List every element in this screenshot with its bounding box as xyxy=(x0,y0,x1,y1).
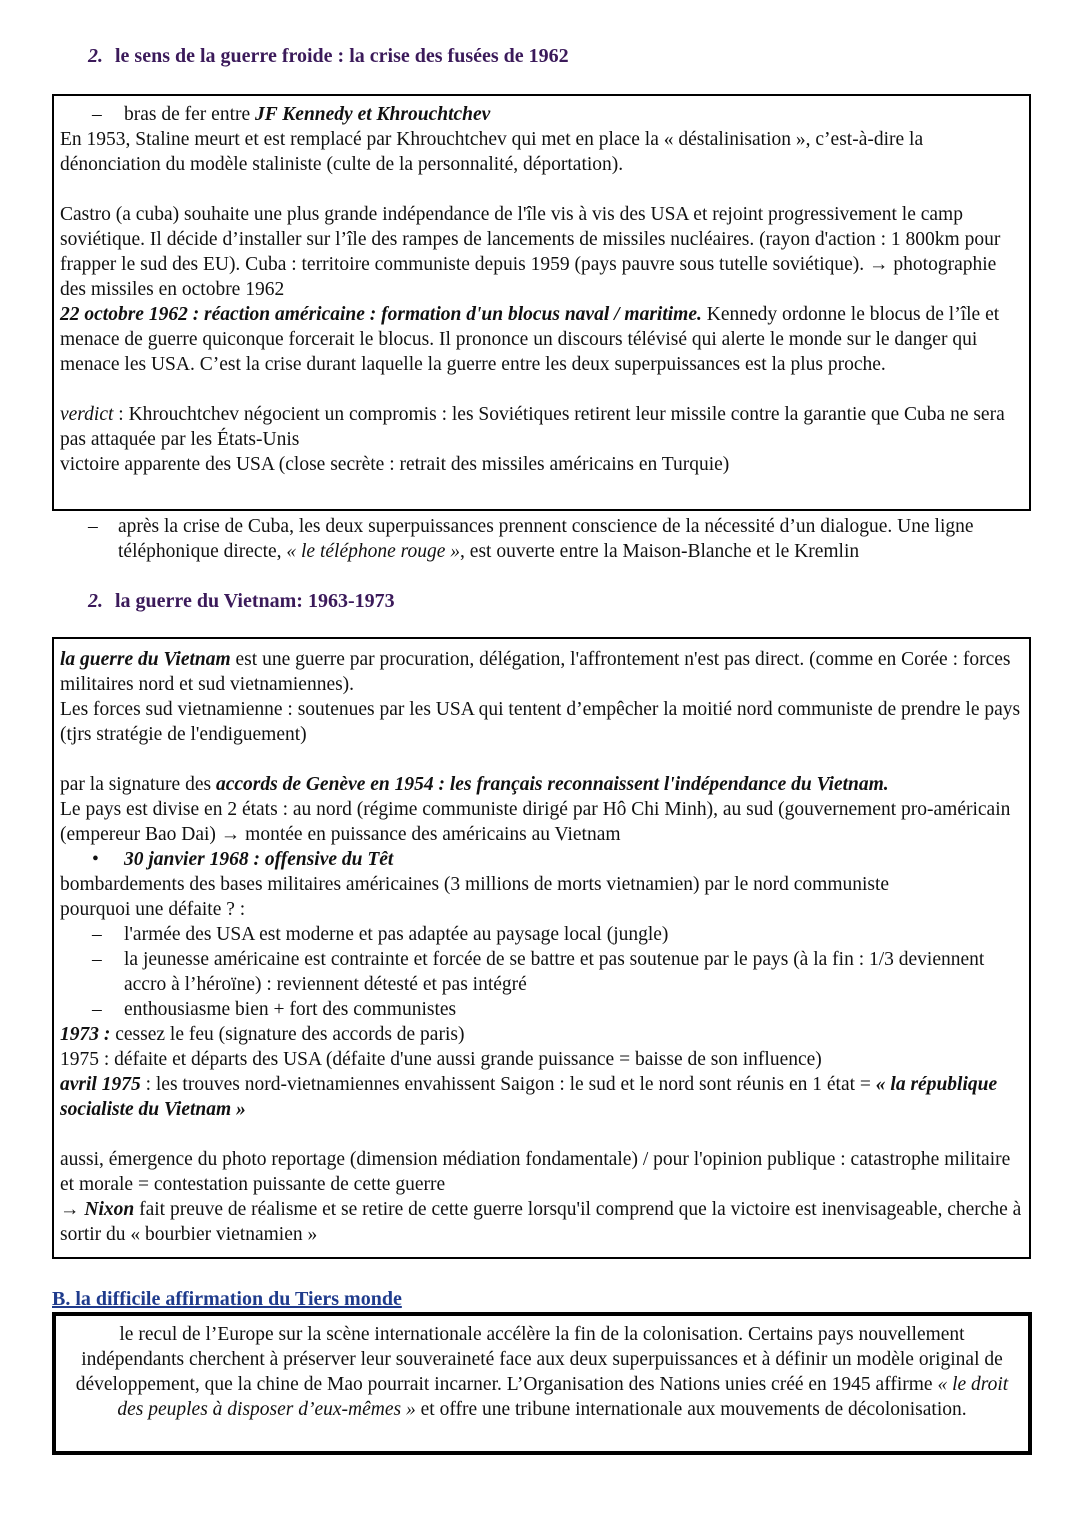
paragraph: 1975 : défaite et départs des USA (défaite d'une aussi grande puissance = baisse de son influence) xyxy=(60,1049,822,1070)
paragraph: bombardements des bases militaires américaines (3 millions de morts vietnamien) par le nord communiste xyxy=(60,874,890,895)
list-item: – enthousiasme bien + fort des communistes xyxy=(92,999,457,1020)
text: : les trouves nord-vietnamiennes envahissent Saigon : le sud et le nord sont réunis en 1 état = xyxy=(140,1074,876,1095)
paragraph xyxy=(60,302,1025,377)
section-heading-third-world: B. la difficile affirmation du Tiers monde xyxy=(52,1288,402,1310)
paragraph: aussi, émergence du photo reportage (dimension médiation fondamentale) / pour l'opinion publique : catastrophe militaire et morale = contestation puissante de cette guerre xyxy=(60,1149,1011,1195)
list-item: – après la crise de Cuba, les deux superpuissances prennent conscience de la nécessité d’un dialogue. Une ligne téléphonique directe, « le téléphone rouge », est ouverte entre la Maison-Blanche et le Kremlin xyxy=(88,516,974,562)
section-heading-vietnam xyxy=(88,589,395,614)
third-world-box xyxy=(52,1312,1032,1455)
emphasis: 22 octobre 1962 : réaction américaine : formation d'un blocus naval / maritime. xyxy=(60,304,702,325)
text: enthousiasme bien + fort des communistes xyxy=(124,999,457,1020)
text: la jeunesse américaine est contrainte et forcée de se battre et pas soutenue par le pays (à la fin : 1/3 deviennent accro à l’héroïne) : reviennent détesté et pas intégré xyxy=(124,949,985,995)
section-number: 2. xyxy=(88,45,103,67)
list-item: – l'armée des USA est moderne et pas adaptée au paysage local (jungle) xyxy=(92,924,669,945)
paragraph xyxy=(60,647,1025,697)
text: par la signature des xyxy=(60,774,216,795)
emphasis: accords de Genève en 1954 : les français reconnaissent l'indépendance du Vietnam. xyxy=(215,774,889,795)
paragraph xyxy=(60,402,1025,452)
emphasis: « la république socialiste du Vietnam » xyxy=(60,1074,998,1120)
paragraph: Castro (a cuba) souhaite une plus grande indépendance de l'île vis à vis des USA et rejoint progressivement le camp soviétique. Il décide d’installer sur l’île des rampes de lancements de missiles nucléaires. (rayon d'action : 1 800km pour frapper le sud des EU). Cuba : territoire communiste depuis 1959 (pays pauvre sous tutelle soviétique). → photographie des missiles en octobre 1962 xyxy=(60,204,1001,300)
paragraph xyxy=(60,1197,1025,1247)
text: cessez le feu (signature des accords de paris) xyxy=(110,1024,465,1045)
section-number: 2. xyxy=(88,590,103,612)
text: bras de fer entre xyxy=(124,104,256,125)
paragraph: Le pays est divise en 2 états : au nord (régime communiste dirigé par Hô Chi Minh), au sud (gouvernement pro-américain (empereur Bao Dai) → montée en puissance des américains au Vietnam xyxy=(60,799,1011,845)
text: Kennedy ordonne le blocus de l’île et menace de guerre quiconque forcerait le blocus. Il prononce un discours télévisé qui alerte le monde sur le danger qui menace les USA. C’est la crise durant laquelle la guerre entre les deux superpuissances est la plus proche. xyxy=(60,304,1000,375)
text: l'armée des USA est moderne et pas adaptée au paysage local (jungle) xyxy=(124,924,669,945)
text: : Khrouchtchev négocient un compromis : les Soviétiques retirent leur missile contre la garantie que Cuba ne sera pas attaquée par les États-Unis xyxy=(60,404,1005,450)
text: et offre une tribune internationale aux mouvements de décolonisation. xyxy=(415,1399,967,1420)
emphasis: Nixon xyxy=(84,1199,135,1220)
emphasis: 1973 : xyxy=(60,1024,111,1045)
paragraph xyxy=(60,1022,1025,1047)
emphasis: 30 janvier 1968 : offensive du Têt xyxy=(124,849,394,870)
section-heading-cuban-crisis xyxy=(88,44,569,69)
emphasis: la guerre du Vietnam xyxy=(60,649,231,670)
text: après la crise de Cuba, les deux superpuissances prennent conscience de la nécessité d’un dialogue. Une ligne téléphonique directe, xyxy=(118,516,974,562)
list-item: – la jeunesse américaine est contrainte et forcée de se battre et pas soutenue par le pays (à la fin : 1/3 deviennent accro à l’héroïne) : reviennent détesté et pas intégré xyxy=(92,949,985,995)
cuban-crisis-box xyxy=(52,94,1031,511)
emphasis: avril 1975 xyxy=(60,1074,141,1095)
text: , est ouverte entre la Maison-Blanche et le Kremlin xyxy=(460,541,860,562)
list-item: • 30 janvier 1968 : offensive du Têt xyxy=(92,849,394,870)
paragraph: victoire apparente des USA (close secrète : retrait des missiles américains en Turquie) xyxy=(60,454,730,475)
emphasis: « le téléphone rouge » xyxy=(286,541,461,562)
section-title: le sens de la guerre froide : la crise des fusées de 1962 xyxy=(115,45,569,67)
text: est une guerre par procuration, délégation, l'affrontement n'est pas direct. (comme en Corée : forces militaires nord et sud vietnamiennes). xyxy=(60,649,1011,695)
paragraph: pourquoi une défaite ? : xyxy=(60,899,246,920)
text: le recul de l’Europe sur la scène internationale accélère la fin de la colonisation. Certains pays nouvellement indépendants cherchent à préserver leur souveraineté face aux deux superpuissances et à définir un modèle original de développement, que la chine de Mao pourrait incarner. L’Organisation des Nations unies créé en 1945 affirme xyxy=(75,1324,1003,1395)
verdict-label: verdict xyxy=(60,404,114,425)
paragraph xyxy=(60,772,1025,797)
emphasis: « le droit des peuples à disposer d’eux-mêmes » xyxy=(117,1374,1009,1420)
paragraph: En 1953, Staline meurt et est remplacé par Khrouchtchev qui met en place la « déstalinisation », c’est-à-dire la dénonciation du modèle staliniste (culte de la personnalité, déportation). xyxy=(60,129,924,175)
section-title: la guerre du Vietnam: 1963-1973 xyxy=(115,590,395,612)
emphasis: JF Kennedy et Khrouchtchev xyxy=(255,104,491,125)
paragraph: Les forces sud vietnamienne : soutenues par les USA qui tentent d’empêcher la moitié nord communiste de prendre le pays (tjrs stratégie de l'endiguement) xyxy=(60,699,1021,745)
text: fait preuve de réalisme et se retire de cette guerre lorsqu'il comprend que la victoire est inenvisageable, cherche à sortir du « bourbier vietnamien » xyxy=(60,1199,1022,1245)
text: → xyxy=(60,1199,85,1220)
paragraph xyxy=(60,1072,1025,1122)
vietnam-war-box xyxy=(52,637,1031,1259)
list-item: – bras de fer entre JF Kennedy et Khrouchtchev xyxy=(92,104,491,125)
paragraph xyxy=(70,1322,1014,1422)
